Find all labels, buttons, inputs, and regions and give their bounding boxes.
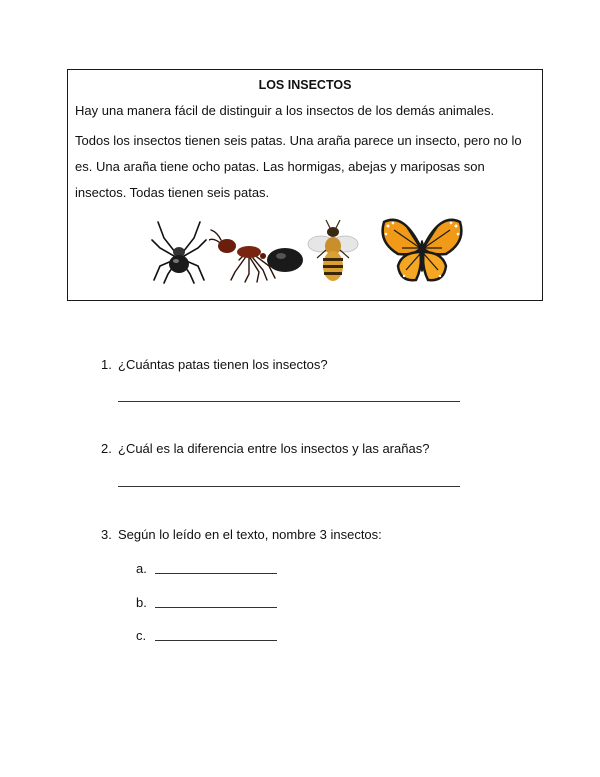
answer-label-b: b.	[136, 595, 147, 610]
question-text: ¿Cuántas patas tienen los insectos?	[118, 357, 328, 372]
question-text: Según lo leído en el texto, nombre 3 insectos:	[118, 527, 382, 542]
bee-icon	[307, 218, 359, 286]
question-number: 3.	[101, 527, 112, 542]
passage-paragraph-1: Hay una manera fácil de distinguir a los insectos de los demás animales.	[75, 103, 495, 118]
answer-label-c: c.	[136, 628, 147, 643]
answer-line-2[interactable]	[118, 486, 460, 487]
answer-line-c[interactable]	[155, 640, 277, 641]
answer-label-a: a.	[136, 561, 147, 576]
passage-box	[67, 69, 543, 301]
passage-title: LOS INSECTOS	[258, 78, 352, 92]
passage-paragraph-2: Todos los insectos tienen seis patas. Una araña parece un insecto, pero no lo es. Una araña tiene ocho patas. Las hormigas, abejas y mariposas son insectos. Todas tienen seis patas.	[75, 133, 522, 200]
ant-icon	[209, 218, 311, 284]
question-number: 2.	[101, 441, 112, 456]
answer-line-a[interactable]	[155, 573, 277, 574]
butterfly-icon	[380, 218, 464, 286]
question-text: ¿Cuál es la diferencia entre los insectos y las arañas?	[118, 441, 430, 456]
answer-line-1[interactable]	[118, 401, 460, 402]
question-number: 1.	[101, 357, 112, 372]
answer-line-b[interactable]	[155, 607, 277, 608]
spider-icon	[150, 218, 208, 284]
